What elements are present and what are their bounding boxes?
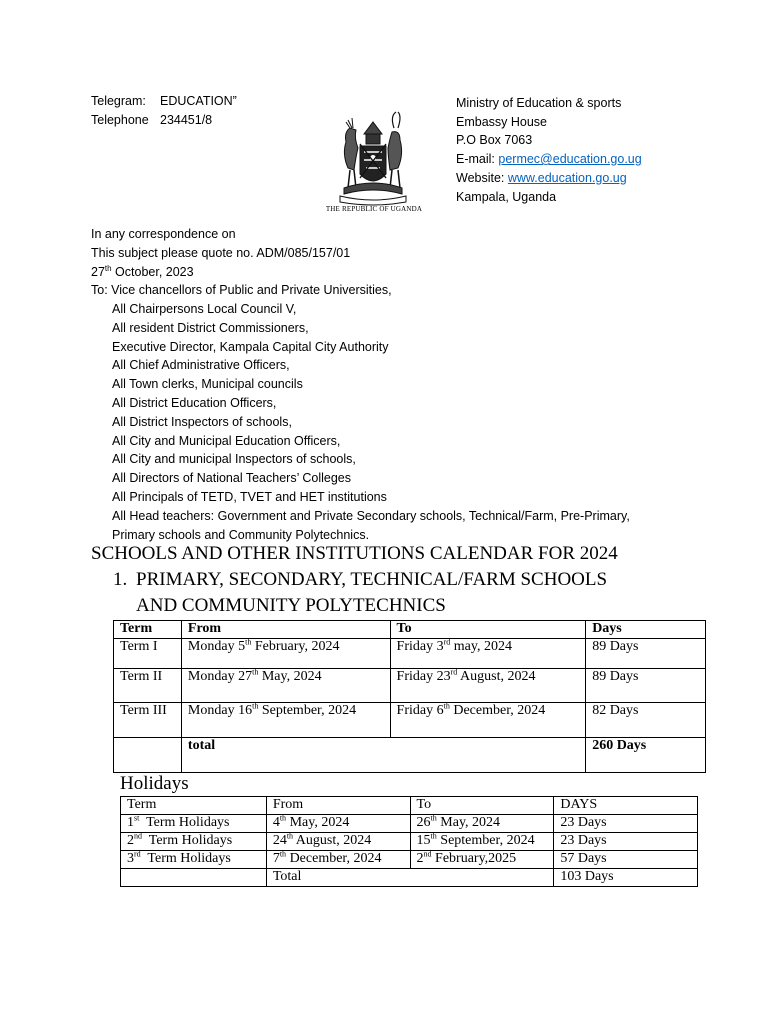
h-term-cell: 3rd Term Holidays [121,851,267,869]
h-header-to: To [410,797,554,815]
recipient-item: All City and Municipal Education Officers, [112,433,341,448]
h-total-days: 103 Days [554,869,698,887]
h-days-cell: 57 Days [554,851,698,869]
header-from: From [181,621,390,639]
telegram-value: EDUCATION” [160,94,237,108]
header-to: To [390,621,586,639]
telegram-label: Telegram: [91,94,146,108]
recipient-item: All Chief Administrative Officers, [112,358,290,373]
header-days: Days [586,621,706,639]
h-term-cell: 2nd Term Holidays [121,833,267,851]
telephone-label: Telephone [91,113,149,127]
from-cell: Monday 5th February, 2024 [181,639,390,669]
website-label: Website: [456,170,508,185]
reference-line-2: This subject please quote no. ADM/085/157/01 [91,245,351,260]
h-from-cell: 24th August, 2024 [266,833,410,851]
recipient-item: All Principals of TETD, TVET and HET institutions [112,489,387,504]
days-cell: 82 Days [586,703,706,738]
term-cell: Term III [114,703,182,738]
to-cell: Friday 6th December, 2024 [390,703,586,738]
telephone-value: 234451/8 [160,113,213,127]
reference-line-1: In any correspondence on [91,227,236,241]
email-link[interactable]: permec@education.go.ug [498,152,642,167]
email-line [456,150,642,169]
holiday-row [121,815,698,833]
recipient-item: All Town clerks, Municipal councils [112,377,303,392]
h-days-cell: 23 Days [554,833,698,851]
reference-block [91,225,392,300]
website-line [456,169,642,188]
empty-cell [114,738,182,773]
h-from-cell: 7th December, 2024 [266,851,410,869]
recipient-item: All Directors of National Teachers’ Colleges [112,471,351,486]
section-1-title-line2: AND COMMUNITY POLYTECHNICS [136,595,446,616]
h-to-cell: 26th May, 2024 [410,815,554,833]
city-line: Kampala, Uganda [456,189,557,204]
email-label: E-mail: [456,152,499,167]
to-cell: Friday 3rd may, 2024 [390,639,586,669]
terms-table [113,620,706,773]
total-row [114,738,706,773]
from-cell: Monday 27th May, 2024 [181,669,390,703]
ministry-name: Ministry of Education & sports [456,96,622,110]
to-cell: Friday 23rd August, 2024 [390,669,586,703]
holiday-row [121,851,698,869]
term-cell: Term II [114,669,182,703]
from-cell: Monday 16th September, 2024 [181,703,390,738]
h-header-from: From [266,797,410,815]
website-link[interactable]: www.education.go.ug [507,170,627,185]
h-term-cell: 1st Term Holidays [121,815,267,833]
total-label: total [181,738,585,773]
section-1-title-line1: PRIMARY, SECONDARY, TECHNICAL/FARM SCHOOLS [136,569,608,590]
section-1-number: 1. [113,569,128,590]
table-row [114,669,706,703]
date-day: 27 [91,264,105,279]
recipient-item: Primary schools and Community Polytechnics. [112,527,370,542]
recipient-list [112,300,630,544]
holidays-header-row [121,797,698,815]
h-from-cell: 4th May, 2024 [266,815,410,833]
document-title: SCHOOLS AND OTHER INSTITUTIONS CALENDAR FOR 2024 [91,543,618,564]
recipient-item: All Chairpersons Local Council V, [112,302,297,316]
letter-date [91,263,392,282]
h-header-term: Term [121,797,267,815]
header-term: Term [114,621,182,639]
holidays-table [120,796,698,887]
address-line: Embassy House [456,114,548,129]
ministry-address [456,94,642,206]
h-days-cell: 23 Days [554,815,698,833]
h-to-cell: 15th September, 2024 [410,833,554,851]
holidays-title: Holidays [120,773,189,794]
table-row [114,639,706,669]
table-header-row [114,621,706,639]
term-cell: Term I [114,639,182,669]
holiday-total-row [121,869,698,887]
table-row [114,703,706,738]
total-days: 260 Days [586,738,706,773]
h-total-label: Total [266,869,554,887]
date-rest: October, 2023 [111,264,194,279]
telegram-line [91,94,237,108]
recipient-item: All resident District Commissioners, [112,320,309,335]
days-cell: 89 Days [586,669,706,703]
crest-caption: THE REPUBLIC OF UGANDA [325,205,423,213]
h-header-days: DAYS [554,797,698,815]
coat-of-arms-icon [326,108,420,218]
recipient-item: All Head teachers: Government and Private Secondary schools, Technical/Farm, Pre-Primary, [112,508,630,523]
h-to-cell: 2nd February,2025 [410,851,554,869]
po-box: P.O Box 7063 [456,133,533,148]
recipient-item: All District Education Officers, [112,395,277,410]
telephone-line [91,113,213,127]
days-cell: 89 Days [586,639,706,669]
holiday-row [121,833,698,851]
date-sup: th [104,263,112,273]
recipient-item: Executive Director, Kampala Capital City Authority [112,339,389,354]
recipient-item: All District Inspectors of schools, [112,414,292,429]
h-empty-cell [121,869,267,887]
recipient-item: All City and municipal Inspectors of schools, [112,452,356,467]
to-line: To: Vice chancellors of Public and Private Universities, [91,283,392,298]
